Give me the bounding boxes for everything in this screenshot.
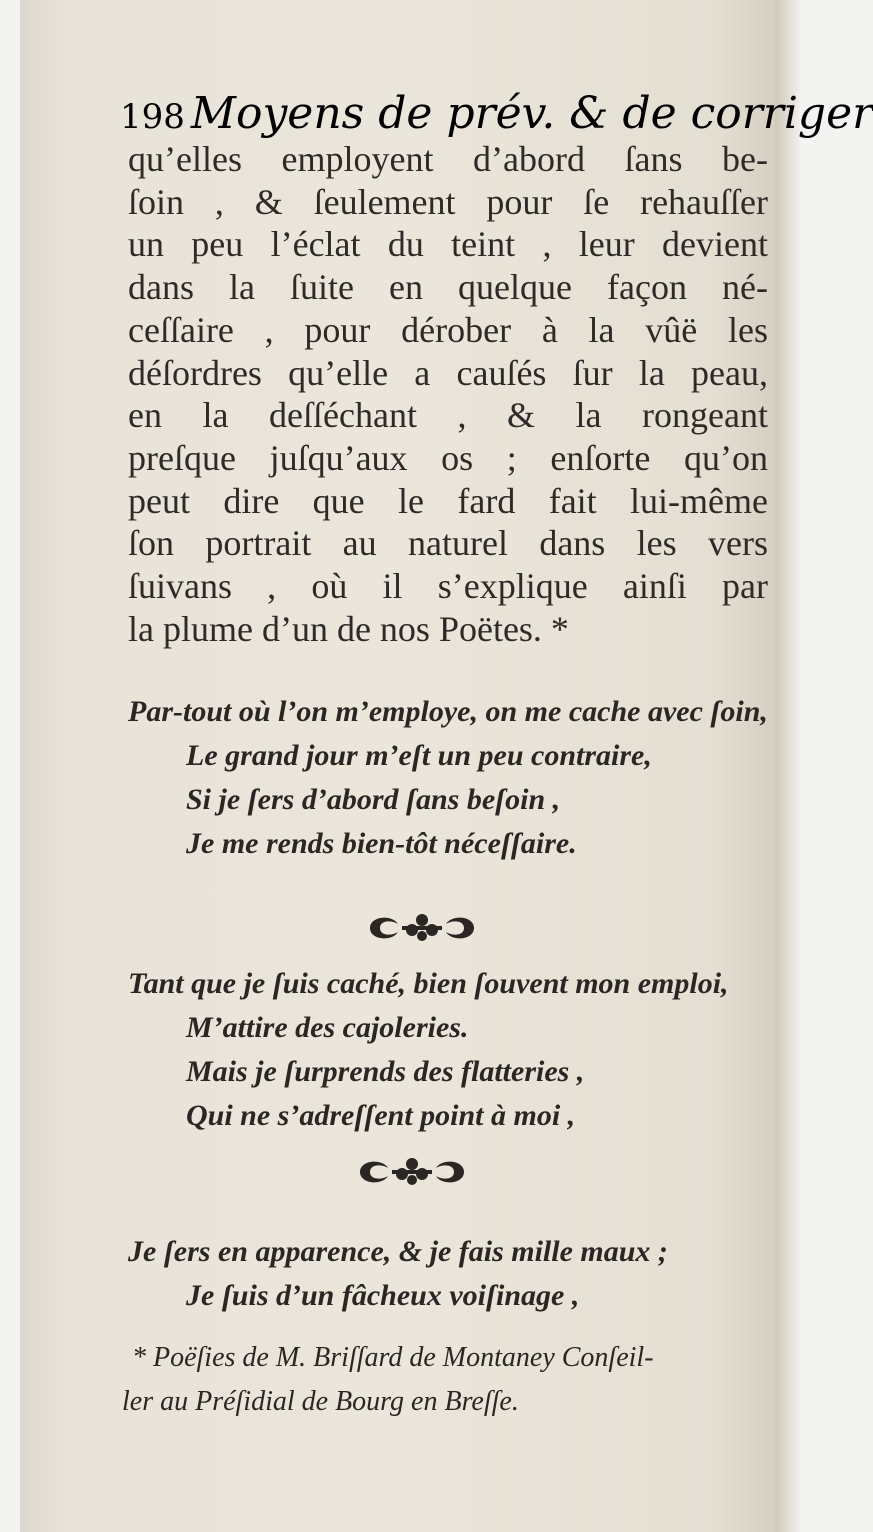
verse-line: Je ſers en apparence, & je fais mille maux ; bbox=[128, 1235, 668, 1268]
footnote-line: ler au Préſidial de Bourg en Breſſe. bbox=[122, 1386, 519, 1417]
footnote bbox=[122, 1336, 772, 1424]
verse-line: Qui ne s’adreſſent point à moi , bbox=[186, 1099, 576, 1132]
prose-line: peut dire que le fard fait lui-même bbox=[128, 480, 768, 521]
prose-line: qu’elles employent d’abord ſans be- bbox=[128, 139, 768, 179]
fleuron-ornament bbox=[362, 908, 482, 948]
prose-line: ceſſaire , pour dérober à la vûë les bbox=[128, 309, 768, 350]
prose-line: preſque juſqu’aux os ; enſorte qu’on bbox=[128, 437, 768, 478]
prose-line: ſuivans , où il s’explique ainſi par bbox=[128, 566, 768, 607]
verse-line: Je me rends bien-tôt néceſſaire. bbox=[186, 827, 577, 860]
prose-line: un peu l’éclat du teint , leur devient bbox=[128, 224, 768, 265]
prose-line: en la deſſéchant , & la rongeant bbox=[128, 395, 768, 436]
verse-stanza-2 bbox=[128, 962, 729, 1138]
running-title: Moyens de prév. & de corriger bbox=[190, 88, 873, 139]
prose-line: ſon portrait au naturel dans les vers bbox=[128, 523, 768, 564]
prose-line: déſordres qu’elle a cauſés ſur la peau, bbox=[128, 352, 768, 393]
verse-line: M’attire des cajoleries. bbox=[186, 1011, 469, 1044]
footnote-line: * Poëſies de M. Briſſard de Montaney Conſeil- bbox=[132, 1342, 654, 1373]
verse-stanza-1 bbox=[128, 690, 768, 866]
verse-line: Mais je ſurprends des flatteries , bbox=[186, 1055, 585, 1088]
verse-line: Le grand jour m’eſt un peu contraire, bbox=[186, 739, 652, 772]
verse-line: Je ſuis d’un fâcheux voiſinage , bbox=[186, 1279, 580, 1312]
prose-line: ſoin , & ſeulement pour ſe rehauſſer bbox=[128, 181, 768, 222]
page-number: 198 bbox=[120, 97, 185, 137]
verse-line: Par-tout où l’on m’employe, on me cache avec ſoin, bbox=[128, 695, 768, 728]
prose-line: la plume d’un de nos Poëtes. * bbox=[128, 608, 569, 649]
page-edge bbox=[775, 0, 800, 1532]
prose-paragraph bbox=[128, 138, 768, 650]
verse-stanza-3 bbox=[128, 1230, 668, 1318]
verse-line: Si je ſers d’abord ſans beſoin , bbox=[186, 783, 561, 816]
prose-line: dans la ſuite en quelque façon né- bbox=[128, 267, 768, 308]
fleuron-ornament bbox=[352, 1152, 472, 1192]
verse-line: Tant que je ſuis caché, bien ſouvent mon emploi, bbox=[128, 967, 729, 1000]
page-header bbox=[120, 88, 873, 143]
